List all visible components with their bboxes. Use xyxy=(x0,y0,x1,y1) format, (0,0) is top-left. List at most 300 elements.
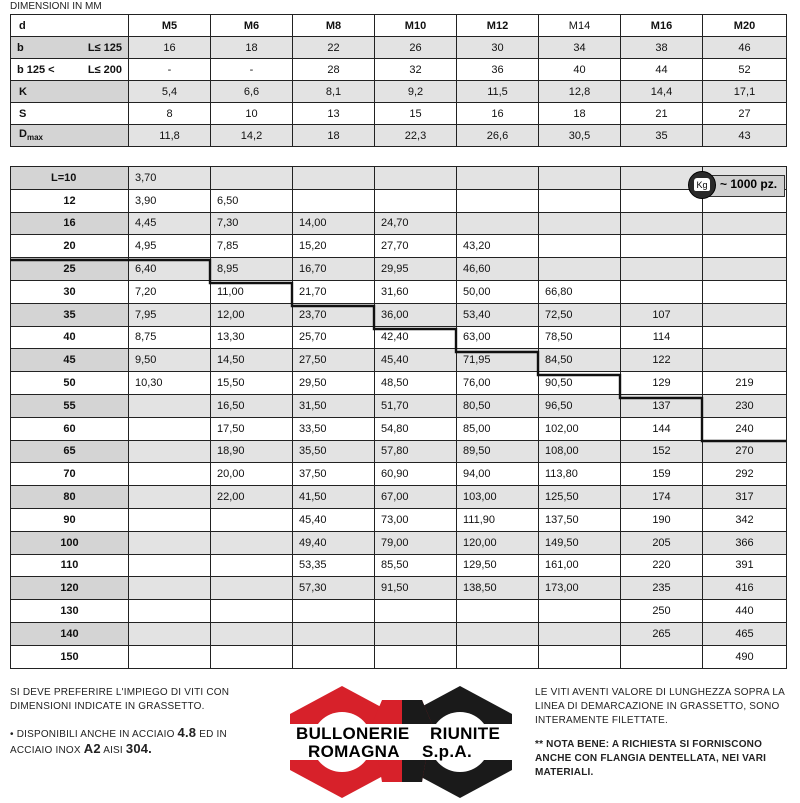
header-label: d xyxy=(11,15,129,37)
logo-word-4: S.p.A. xyxy=(422,742,472,761)
weight-cell: 114 xyxy=(621,326,703,349)
weight-cell xyxy=(293,622,375,645)
length-row xyxy=(11,372,787,395)
row-label-main: D xyxy=(19,128,27,141)
note-materials-d: A2 xyxy=(83,741,101,756)
weight-cell xyxy=(457,167,539,190)
weight-cell: 12,00 xyxy=(211,303,293,326)
weight-cell xyxy=(129,531,211,554)
size-header: M14 xyxy=(539,15,621,37)
table-cell: 28 xyxy=(293,59,375,81)
weight-cell: 20,00 xyxy=(211,463,293,486)
weight-cell: 78,50 xyxy=(539,326,621,349)
weight-cell xyxy=(129,508,211,531)
length-row xyxy=(11,531,787,554)
weight-cell: 391 xyxy=(703,554,787,577)
weight-cell: 73,00 xyxy=(375,508,457,531)
weight-cell: 4,45 xyxy=(129,212,211,235)
length-label: 120 xyxy=(11,577,129,600)
weight-icon xyxy=(688,171,716,199)
weight-cell: 15,20 xyxy=(293,235,375,258)
weight-cell: 13,30 xyxy=(211,326,293,349)
table-cell: 8,1 xyxy=(293,81,375,103)
weight-cell: 49,40 xyxy=(293,531,375,554)
weight-cell: 25,70 xyxy=(293,326,375,349)
note-materials-f: 304. xyxy=(125,741,152,756)
weight-cell xyxy=(375,167,457,190)
length-row xyxy=(11,258,787,281)
weight-cell: 36,00 xyxy=(375,303,457,326)
weight-cell: 6,50 xyxy=(211,189,293,212)
length-row xyxy=(11,394,787,417)
weight-cell: 113,80 xyxy=(539,463,621,486)
table-cell: 26 xyxy=(375,37,457,59)
weight-cell: 96,50 xyxy=(539,394,621,417)
weight-cell xyxy=(129,622,211,645)
weight-cell xyxy=(129,600,211,623)
weight-cell xyxy=(129,394,211,417)
length-label: 25 xyxy=(11,258,129,281)
note-materials-b: 4.8 xyxy=(177,725,197,740)
weight-cell: 11,00 xyxy=(211,280,293,303)
length-row xyxy=(11,326,787,349)
weight-cell: 67,00 xyxy=(375,486,457,509)
weight-cell: 8,95 xyxy=(211,258,293,281)
weight-cell: 85,50 xyxy=(375,554,457,577)
weight-cell: 342 xyxy=(703,508,787,531)
weight-cell xyxy=(375,622,457,645)
weight-cell: 66,80 xyxy=(539,280,621,303)
weight-cell xyxy=(129,645,211,668)
weight-cell: 15,50 xyxy=(211,372,293,395)
weight-cell xyxy=(211,554,293,577)
weight-cell: 29,95 xyxy=(375,258,457,281)
note-materials-c: ED IN ACCIAIO INOX xyxy=(10,729,227,756)
row-label-a: b xyxy=(17,41,24,54)
weight-cell: 490 xyxy=(703,645,787,668)
weight-cell xyxy=(539,189,621,212)
size-header: M10 xyxy=(375,15,457,37)
weight-cell: 122 xyxy=(621,349,703,372)
row-label-b: L≤ 200 xyxy=(87,63,122,76)
weight-cell: 3,70 xyxy=(129,167,211,190)
weight-cell: 42,40 xyxy=(375,326,457,349)
weight-cell xyxy=(293,645,375,668)
weight-cell: 9,50 xyxy=(129,349,211,372)
weight-cell: 102,00 xyxy=(539,417,621,440)
bullet: • xyxy=(10,729,14,740)
weight-cell xyxy=(211,508,293,531)
weight-cell: 31,50 xyxy=(293,394,375,417)
weight-cell: 190 xyxy=(621,508,703,531)
weight-cell: 80,50 xyxy=(457,394,539,417)
weight-cell: 84,50 xyxy=(539,349,621,372)
weight-cell xyxy=(129,440,211,463)
weight-cell: 72,50 xyxy=(539,303,621,326)
length-label: 80 xyxy=(11,486,129,509)
length-label: 70 xyxy=(11,463,129,486)
length-label: 90 xyxy=(11,508,129,531)
length-label: 12 xyxy=(11,189,129,212)
length-row xyxy=(11,463,787,486)
table-cell: 44 xyxy=(621,59,703,81)
table-cell: 30 xyxy=(457,37,539,59)
company-logo xyxy=(282,684,522,798)
table-cell: 43 xyxy=(703,125,787,147)
table-cell: 17,1 xyxy=(703,81,787,103)
weight-cell xyxy=(129,486,211,509)
weight-cell xyxy=(129,554,211,577)
weight-cell xyxy=(703,303,787,326)
weight-cell: 240 xyxy=(703,417,787,440)
logo-word-1: BULLONERIE xyxy=(296,724,410,743)
weight-cell xyxy=(211,531,293,554)
weight-cell xyxy=(703,280,787,303)
weight-cell: 53,40 xyxy=(457,303,539,326)
size-header: M20 xyxy=(703,15,787,37)
length-row xyxy=(11,645,787,668)
table-cell: 18 xyxy=(539,103,621,125)
weight-cell: 161,00 xyxy=(539,554,621,577)
table-cell: 9,2 xyxy=(375,81,457,103)
length-row xyxy=(11,349,787,372)
weight-cell xyxy=(621,280,703,303)
weight-cell: 220 xyxy=(621,554,703,577)
weight-cell xyxy=(703,212,787,235)
weight-cell: 27,50 xyxy=(293,349,375,372)
weight-cell: 37,50 xyxy=(293,463,375,486)
weight-cell xyxy=(211,622,293,645)
weight-cell: 7,95 xyxy=(129,303,211,326)
length-label: 35 xyxy=(11,303,129,326)
weight-cell xyxy=(621,258,703,281)
weight-cell: 137,50 xyxy=(539,508,621,531)
table-cell: 8 xyxy=(129,103,211,125)
weight-cell xyxy=(293,189,375,212)
weight-cell xyxy=(539,600,621,623)
length-label: L=10 xyxy=(11,167,129,190)
row-label-a: b 125 < xyxy=(17,63,55,76)
weight-cell: 125,50 xyxy=(539,486,621,509)
weight-cell: 270 xyxy=(703,440,787,463)
weight-cell: 138,50 xyxy=(457,577,539,600)
lengths-table xyxy=(10,166,787,669)
weight-cell xyxy=(703,349,787,372)
weight-cell: 76,00 xyxy=(457,372,539,395)
note-materials xyxy=(10,726,270,758)
weight-cell xyxy=(293,167,375,190)
note-materials-e: AISI xyxy=(103,745,123,756)
weight-cell xyxy=(457,212,539,235)
dimensions-table xyxy=(10,14,787,147)
table-cell: 10 xyxy=(211,103,293,125)
weight-cell: 3,90 xyxy=(129,189,211,212)
note-preferred: SI DEVE PREFERIRE L'IMPIEGO DI VITI CON DIMENSIONI INDICATE IN GRASSETTO. xyxy=(10,687,230,712)
table-cell: 21 xyxy=(621,103,703,125)
weight-cell: 33,50 xyxy=(293,417,375,440)
weight-cell: 230 xyxy=(703,394,787,417)
length-row xyxy=(11,577,787,600)
weight-cell: 250 xyxy=(621,600,703,623)
table-cell: 34 xyxy=(539,37,621,59)
weight-cell: 57,80 xyxy=(375,440,457,463)
weight-cell xyxy=(457,600,539,623)
size-header: M16 xyxy=(621,15,703,37)
dimensions-row xyxy=(11,59,787,81)
weight-cell: 129,50 xyxy=(457,554,539,577)
length-row xyxy=(11,189,787,212)
weight-cell: 366 xyxy=(703,531,787,554)
table-cell: 14,2 xyxy=(211,125,293,147)
size-header: M8 xyxy=(293,15,375,37)
weight-cell: 14,00 xyxy=(293,212,375,235)
table-cell: 30,5 xyxy=(539,125,621,147)
table-cell: 26,6 xyxy=(457,125,539,147)
length-label: 60 xyxy=(11,417,129,440)
note-flange: ** NOTA BENE: A RICHIESTA SI FORNISCONO ANCHE CON FLANGIA DENTELLATA, NEI VARI MATERIALI. xyxy=(535,739,767,778)
table-cell: 38 xyxy=(621,37,703,59)
weight-cell: 91,50 xyxy=(375,577,457,600)
length-row xyxy=(11,235,787,258)
table-cell: 46 xyxy=(703,37,787,59)
weight-cell: 108,00 xyxy=(539,440,621,463)
weight-cell xyxy=(211,577,293,600)
weight-cell: 50,00 xyxy=(457,280,539,303)
length-label: 16 xyxy=(11,212,129,235)
length-label: 30 xyxy=(11,280,129,303)
length-label: 130 xyxy=(11,600,129,623)
weight-cell: 16,50 xyxy=(211,394,293,417)
weight-cell: 22,00 xyxy=(211,486,293,509)
length-label: 150 xyxy=(11,645,129,668)
size-header: M5 xyxy=(129,15,211,37)
length-row xyxy=(11,440,787,463)
weight-cell: 137 xyxy=(621,394,703,417)
dimensions-row xyxy=(11,103,787,125)
weight-cell xyxy=(539,622,621,645)
weight-cell: 54,80 xyxy=(375,417,457,440)
weight-cell: 60,90 xyxy=(375,463,457,486)
weight-cell xyxy=(457,189,539,212)
row-label: S xyxy=(11,103,129,125)
table-cell: 5,4 xyxy=(129,81,211,103)
weight-cell: 43,20 xyxy=(457,235,539,258)
weight-cell xyxy=(703,326,787,349)
weight-cell: 63,00 xyxy=(457,326,539,349)
weight-cell xyxy=(375,189,457,212)
length-label: 50 xyxy=(11,372,129,395)
length-row xyxy=(11,212,787,235)
table-cell: 11,5 xyxy=(457,81,539,103)
note-threaded: LE VITI AVENTI VALORE DI LUNGHEZZA SOPRA LA LINEA DI DEMARCAZIONE IN GRASSETTO, SONO INTERAMENTE FILETTATE. xyxy=(535,687,785,726)
weight-cell: 46,60 xyxy=(457,258,539,281)
weight-cell: 45,40 xyxy=(293,508,375,531)
length-row xyxy=(11,508,787,531)
length-row xyxy=(11,622,787,645)
weight-cell xyxy=(211,645,293,668)
weight-cell xyxy=(539,212,621,235)
row-label xyxy=(11,37,129,59)
weight-cell: 17,50 xyxy=(211,417,293,440)
weight-cell: 292 xyxy=(703,463,787,486)
length-label: 45 xyxy=(11,349,129,372)
length-row xyxy=(11,280,787,303)
weight-badge-text: ~ 1000 pz. xyxy=(720,177,778,191)
weight-cell: 465 xyxy=(703,622,787,645)
table-cell: 16 xyxy=(129,37,211,59)
weight-cell: 24,70 xyxy=(375,212,457,235)
weight-cell: 79,00 xyxy=(375,531,457,554)
table-cell: 13 xyxy=(293,103,375,125)
length-label: 110 xyxy=(11,554,129,577)
note-materials-a: DISPONIBILI ANCHE IN ACCIAIO xyxy=(16,729,175,740)
row-label xyxy=(11,59,129,81)
table-cell: 52 xyxy=(703,59,787,81)
weight-cell: 416 xyxy=(703,577,787,600)
table-cell: 6,6 xyxy=(211,81,293,103)
weight-cell xyxy=(293,600,375,623)
size-header: M12 xyxy=(457,15,539,37)
weight-cell: 90,50 xyxy=(539,372,621,395)
length-row xyxy=(11,167,787,190)
table-cell: - xyxy=(211,59,293,81)
length-row xyxy=(11,554,787,577)
length-label: 55 xyxy=(11,394,129,417)
weight-cell: 71,95 xyxy=(457,349,539,372)
weight-cell: 29,50 xyxy=(293,372,375,395)
weight-cell: 235 xyxy=(621,577,703,600)
weight-cell xyxy=(457,645,539,668)
table-cell: - xyxy=(129,59,211,81)
weight-cell xyxy=(375,600,457,623)
table-cell: 12,8 xyxy=(539,81,621,103)
weight-cell: 219 xyxy=(703,372,787,395)
weight-cell: 18,90 xyxy=(211,440,293,463)
weight-cell xyxy=(621,645,703,668)
length-row xyxy=(11,417,787,440)
weight-cell: 7,30 xyxy=(211,212,293,235)
table-cell: 11,8 xyxy=(129,125,211,147)
table-cell: 35 xyxy=(621,125,703,147)
size-header: M6 xyxy=(211,15,293,37)
weight-cell xyxy=(703,235,787,258)
weight-cell: 21,70 xyxy=(293,280,375,303)
weight-cell: 85,00 xyxy=(457,417,539,440)
weight-cell: 4,95 xyxy=(129,235,211,258)
weight-cell xyxy=(539,645,621,668)
dimensions-row xyxy=(11,81,787,103)
weight-cell: 317 xyxy=(703,486,787,509)
weight-cell: 10,30 xyxy=(129,372,211,395)
weight-cell: 14,50 xyxy=(211,349,293,372)
weight-cell xyxy=(211,600,293,623)
weight-cell: 107 xyxy=(621,303,703,326)
weight-cell xyxy=(129,463,211,486)
weight-cell: 120,00 xyxy=(457,531,539,554)
weight-cell: 57,30 xyxy=(293,577,375,600)
row-label xyxy=(11,125,129,147)
weight-cell: 48,50 xyxy=(375,372,457,395)
weight-cell: 94,00 xyxy=(457,463,539,486)
weight-cell xyxy=(539,258,621,281)
row-label: K xyxy=(11,81,129,103)
weight-cell: 89,50 xyxy=(457,440,539,463)
length-row xyxy=(11,303,787,326)
weight-cell: 149,50 xyxy=(539,531,621,554)
length-label: 65 xyxy=(11,440,129,463)
length-label: 40 xyxy=(11,326,129,349)
weight-cell xyxy=(539,235,621,258)
weight-cell xyxy=(457,622,539,645)
weight-cell: 41,50 xyxy=(293,486,375,509)
weight-cell xyxy=(621,235,703,258)
table-cell: 40 xyxy=(539,59,621,81)
table-cell: 14,4 xyxy=(621,81,703,103)
weight-cell: 440 xyxy=(703,600,787,623)
weight-cell xyxy=(129,577,211,600)
table-cell: 32 xyxy=(375,59,457,81)
weight-cell: 152 xyxy=(621,440,703,463)
logo-word-2: RIUNITE xyxy=(430,724,501,743)
table-cell: 22,3 xyxy=(375,125,457,147)
table-cell: 18 xyxy=(211,37,293,59)
weight-cell: 173,00 xyxy=(539,577,621,600)
table-cell: 36 xyxy=(457,59,539,81)
weight-cell xyxy=(129,417,211,440)
row-label-b: L≤ 125 xyxy=(87,41,122,54)
dimensions-row xyxy=(11,125,787,147)
weight-cell: 144 xyxy=(621,417,703,440)
table-cell: 16 xyxy=(457,103,539,125)
length-row xyxy=(11,600,787,623)
table-cell: 15 xyxy=(375,103,457,125)
weight-cell xyxy=(211,167,293,190)
weight-icon-label: Kg xyxy=(694,178,710,191)
weight-cell xyxy=(621,212,703,235)
dimensions-header-row xyxy=(11,15,787,37)
weight-cell: 7,20 xyxy=(129,280,211,303)
length-label: 140 xyxy=(11,622,129,645)
length-label: 20 xyxy=(11,235,129,258)
weight-cell xyxy=(375,645,457,668)
weight-cell: 16,70 xyxy=(293,258,375,281)
weight-cell: 111,90 xyxy=(457,508,539,531)
weight-cell: 53,35 xyxy=(293,554,375,577)
length-label: 100 xyxy=(11,531,129,554)
weight-cell: 159 xyxy=(621,463,703,486)
caption: DIMENSIONI IN MM xyxy=(10,1,102,12)
table-cell: 27 xyxy=(703,103,787,125)
weight-cell: 265 xyxy=(621,622,703,645)
weight-cell: 51,70 xyxy=(375,394,457,417)
weight-cell: 7,85 xyxy=(211,235,293,258)
logo-word-3: ROMAGNA xyxy=(308,742,400,761)
weight-cell: 45,40 xyxy=(375,349,457,372)
weight-cell: 205 xyxy=(621,531,703,554)
weight-cell: 8,75 xyxy=(129,326,211,349)
weight-badge xyxy=(688,171,788,199)
dimensions-row xyxy=(11,37,787,59)
weight-cell xyxy=(539,167,621,190)
table-cell: 22 xyxy=(293,37,375,59)
weight-cell xyxy=(703,258,787,281)
weight-cell: 129 xyxy=(621,372,703,395)
weight-cell: 103,00 xyxy=(457,486,539,509)
weight-cell: 31,60 xyxy=(375,280,457,303)
weight-cell: 27,70 xyxy=(375,235,457,258)
weight-cell: 6,40 xyxy=(129,258,211,281)
row-label-sub: max xyxy=(26,133,43,143)
